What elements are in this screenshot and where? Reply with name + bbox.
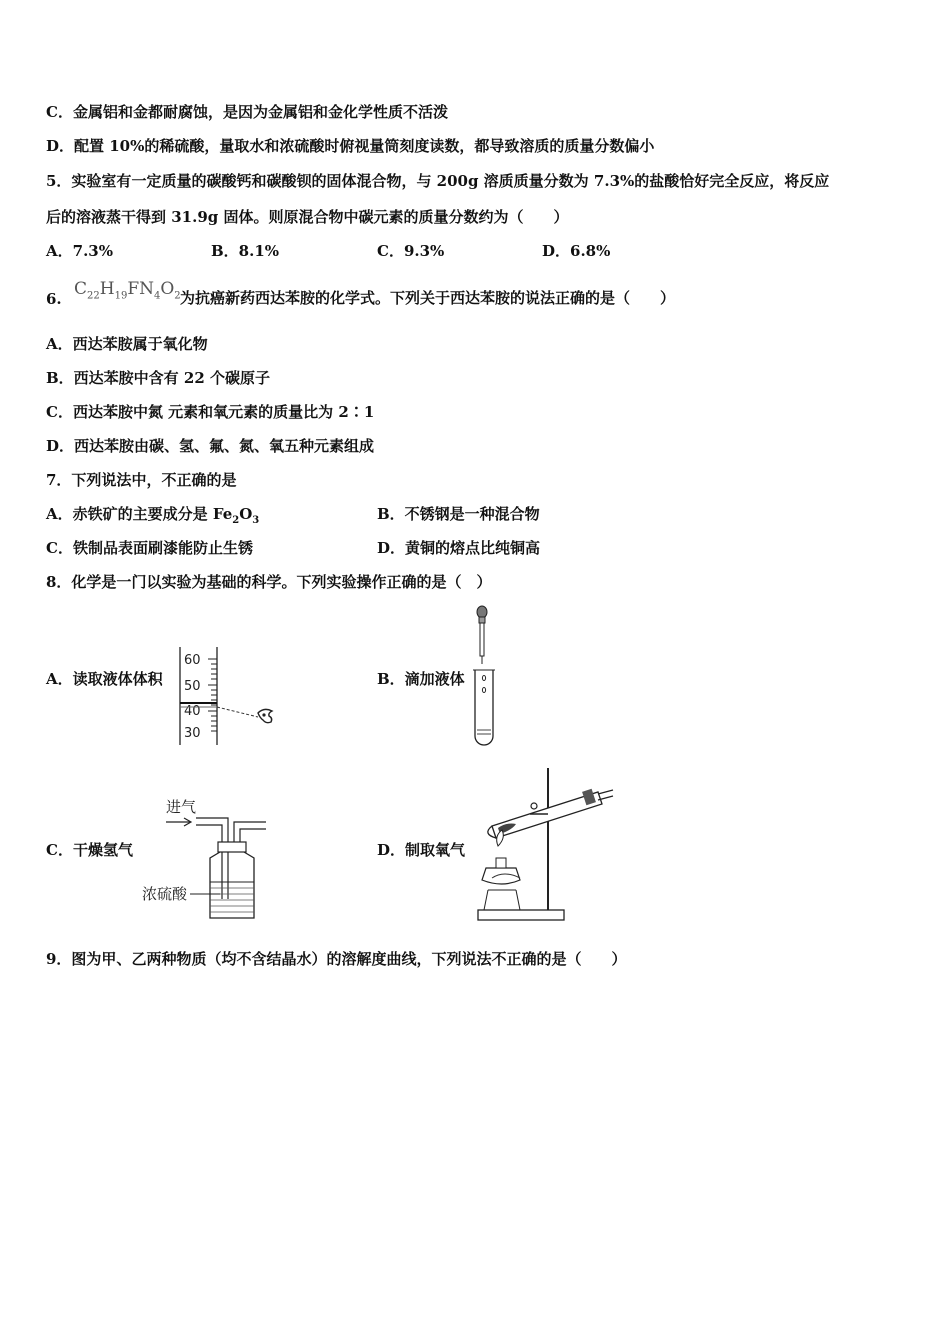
- q5-option-a: A．7.3%: [46, 242, 113, 260]
- q4-option-d: D．配置 10%的稀硫酸，量取水和浓硫酸时俯视量筒刻度读数，都导致溶质的质量分数偏小: [46, 137, 655, 155]
- q6-option-c: C．西达苯胺中氮 元素和氧元素的质量比为 2∶1: [46, 403, 375, 421]
- q7-option-c: C．铁制品表面刷漆能防止生锈: [46, 539, 253, 557]
- q6-option-a: A．西达苯胺属于氧化物: [46, 335, 208, 353]
- q7-option-d: D．黄铜的熔点比纯铜高: [377, 539, 541, 557]
- cylinder-tick-40: 40: [184, 704, 201, 719]
- q9-stem: 9．图为甲、乙两种物质（均不含结晶水）的溶解度曲线，下列说法不正确的是（ ）: [46, 950, 627, 968]
- q7-option-a: A．赤铁矿的主要成分是 $Fe_2O_3$: [46, 505, 260, 526]
- q6-number: 6.: [46, 290, 62, 308]
- q6-option-b: B．西达苯胺中含有 22 个碳原子: [46, 369, 270, 387]
- q6-chemical-formula: $C_{22}H_{19}FN_4O_2$: [74, 279, 181, 302]
- cylinder-tick-50: 50: [184, 679, 201, 694]
- cylinder-tick-30: 30: [184, 726, 201, 741]
- oxygen-apparatus-diagram: [468, 762, 616, 924]
- q8-option-b: B．滴加液体: [377, 670, 465, 688]
- graduated-cylinder-diagram: [176, 645, 280, 750]
- q7-stem: 7．下列说法中，不正确的是: [46, 471, 237, 489]
- acid-label: 浓硫酸: [142, 885, 188, 903]
- dropper-test-tube-diagram: [468, 604, 502, 749]
- q6-stem: 为抗癌新药西达苯胺的化学式。下列关于西达苯胺的说法正确的是（ ）: [180, 289, 676, 307]
- q4-option-c: C．金属铝和金都耐腐蚀，是因为金属铝和金化学性质不活泼: [46, 103, 448, 121]
- q5-option-b: B．8.1%: [211, 242, 280, 260]
- gas-drying-bottle-diagram: [138, 794, 272, 924]
- q8-stem: 8．化学是一门以实验为基础的科学。下列实验操作正确的是（ ）: [46, 573, 492, 591]
- q7-option-b: B．不锈钢是一种混合物: [377, 505, 540, 523]
- cylinder-tick-60: 60: [184, 653, 201, 668]
- q5-option-c: C．9.3%: [377, 242, 445, 260]
- q8-option-d: D．制取氧气: [377, 841, 466, 859]
- gas-in-label: 进气: [166, 798, 197, 816]
- q8-option-c: C．干燥氢气: [46, 841, 133, 859]
- q5-stem-line2: 后的溶液蒸干得到 31.9g 固体。则原混合物中碳元素的质量分数约为（ ）: [46, 208, 569, 226]
- q5-stem-line1: 5．实验室有一定质量的碳酸钙和碳酸钡的固体混合物，与 200g 溶质质量分数为 7.3%的盐酸恰好完全反应，将反应: [46, 172, 830, 190]
- q8-option-a: A．读取液体体积: [46, 670, 163, 688]
- q6-option-d: D．西达苯胺由碳、氢、氟、氮、氧五种元素组成: [46, 437, 375, 455]
- q5-option-d: D．6.8%: [542, 242, 611, 260]
